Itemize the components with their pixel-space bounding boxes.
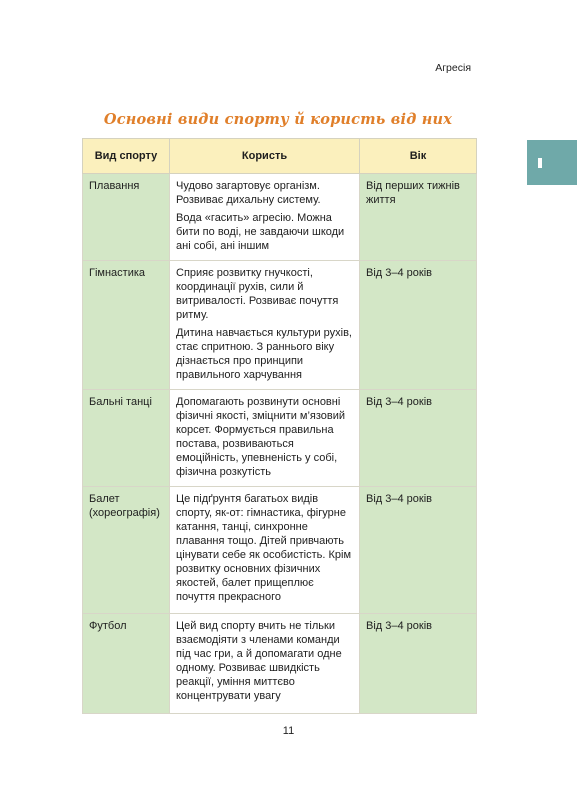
page-number: 11 — [282, 725, 295, 737]
benefit-cell — [170, 174, 360, 261]
sport-cell: Бальні танці — [83, 390, 170, 487]
sport-cell: Плавання — [83, 174, 170, 261]
chapter-side-tab — [527, 140, 577, 185]
table-row — [83, 261, 477, 390]
benefit-cell — [170, 487, 360, 614]
age-cell: Від перших тижнів життя — [360, 174, 477, 261]
table-row — [83, 174, 477, 261]
table-row — [83, 390, 477, 487]
benefit-paragraph: Цей вид спорту вчить не тільки взаємодіяти з членами команди під час гри, а й допомагати одне одному. Розвиває швидкість реакції, уміння миттєво концентрувати увагу — [176, 620, 342, 702]
table-row — [83, 487, 477, 614]
age-cell: Від 3–4 років — [360, 261, 477, 390]
age-cell: Від 3–4 років — [360, 614, 477, 714]
benefit-paragraph: Вода «гасить» агресію. Можна бити по воді, не завдаючи шкоди ані собі, ані іншим — [176, 212, 345, 252]
table-header-row — [83, 139, 477, 174]
running-header: Агресія — [435, 62, 471, 74]
benefit-paragraph: Допомагають розвинути основні фізичні якості, зміцнити м’язовий корсет. Формується правильна постава, розвиваються емоційність, упевненість у собі, фізична розкутість — [176, 396, 346, 478]
table-row — [83, 614, 477, 714]
sport-cell: Балет (хореографія) — [83, 487, 170, 614]
column-header-age: Вік — [360, 139, 477, 174]
sport-cell: Футбол — [83, 614, 170, 714]
sports-table — [82, 138, 477, 714]
column-header-benefit: Користь — [170, 139, 360, 174]
benefit-paragraph: Чудово загартовує організм. Розвиває дихальну систему. — [176, 180, 321, 206]
benefit-cell — [170, 614, 360, 714]
chapter-tab-mark — [538, 158, 542, 168]
benefit-cell — [170, 390, 360, 487]
column-header-sport: Вид спорту — [83, 139, 170, 174]
age-cell: Від 3–4 років — [360, 390, 477, 487]
table-title: Основні види спорту й користь від них — [103, 111, 453, 128]
benefit-cell — [170, 261, 360, 390]
age-cell: Від 3–4 років — [360, 487, 477, 614]
benefit-paragraph: Це підґрунтя багатьох видів спорту, як-от: гімнастика, фігурне катання, танці, синхронне плавання тощо. Дітей привчають цінувати себе як особистість. Крім розвитку основних фізичних якостей, балет прищеплює почуття прекрасного — [176, 493, 352, 603]
benefit-paragraph: Сприяє розвитку гнучкості, координації рухів, сили й витривалості. Розвиває почуття ритму. — [176, 267, 339, 321]
sport-cell: Гімнастика — [83, 261, 170, 390]
benefit-paragraph: Дитина навчається культури рухів, стає спритною. З раннього віку дізнається про принципи правильного харчування — [176, 327, 352, 381]
